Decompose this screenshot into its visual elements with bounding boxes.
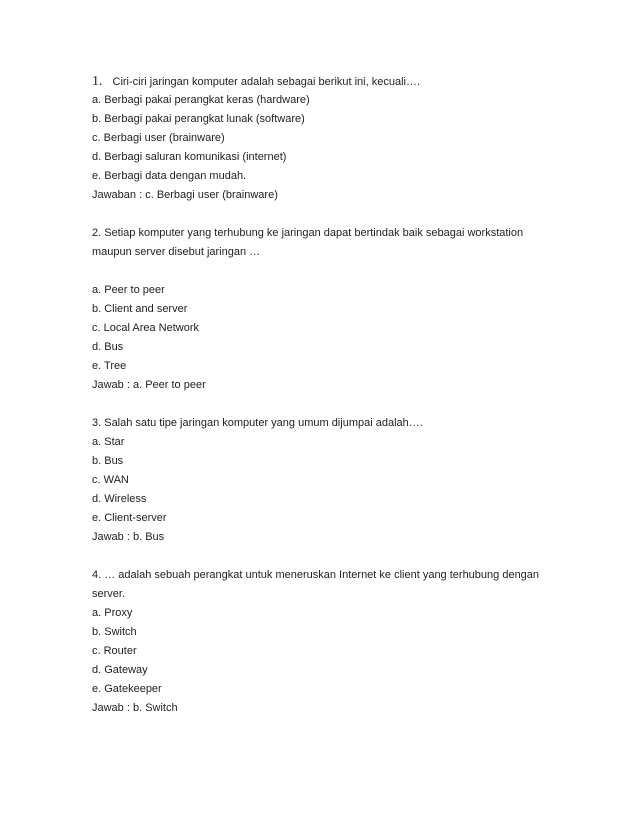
question-text: 4. … adalah sebuah perangkat untuk meneruskan Internet ke client yang terhubung dengan — [92, 569, 540, 581]
question-number: 1. — [92, 74, 103, 89]
answer: Jawab : b. Switch — [92, 702, 178, 714]
question-3 — [92, 414, 572, 547]
document-page — [92, 72, 572, 718]
option-e: e. Client-server — [92, 512, 167, 524]
option-e: e. Gatekeeper — [92, 683, 162, 695]
option-d: d. Bus — [92, 341, 124, 353]
question-2 — [92, 224, 572, 395]
question-text: maupun server disebut jaringan … — [92, 246, 261, 258]
spacer — [92, 262, 572, 281]
option-b: b. Client and server — [92, 303, 188, 315]
option-d: d. Wireless — [92, 493, 147, 505]
option-c: c. WAN — [92, 474, 129, 486]
question-stem — [92, 72, 572, 91]
option-a: a. Peer to peer — [92, 284, 165, 296]
option-a: a. Star — [92, 436, 125, 448]
question-4 — [92, 566, 572, 718]
question-1 — [92, 72, 572, 205]
answer: Jawab : b. Bus — [92, 531, 165, 543]
option-e: e. Berbagi data dengan mudah. — [92, 170, 247, 182]
option-d: d. Gateway — [92, 664, 148, 676]
question-text: 2. Setiap komputer yang terhubung ke jaringan dapat bertindak baik sebagai workstation — [92, 227, 524, 239]
option-b: b. Switch — [92, 626, 137, 638]
question-text: Ciri-ciri jaringan komputer adalah sebagai berikut ini, kecuali…. — [112, 76, 421, 88]
option-c: c. Berbagi user (brainware) — [92, 132, 225, 144]
option-c: c. Local Area Network — [92, 322, 199, 334]
answer: Jawaban : c. Berbagi user (brainware) — [92, 189, 278, 201]
question-text: 3. Salah satu tipe jaringan komputer yang umum dijumpai adalah…. — [92, 417, 423, 429]
option-e: e. Tree — [92, 360, 127, 372]
question-text: server. — [92, 588, 126, 600]
option-a: a. Proxy — [92, 607, 133, 619]
option-b: b. Berbagi pakai perangkat lunak (software) — [92, 113, 305, 125]
option-c: c. Router — [92, 645, 137, 657]
option-d: d. Berbagi saluran komunikasi (internet) — [92, 151, 287, 163]
answer: Jawab : a. Peer to peer — [92, 379, 206, 391]
option-b: b. Bus — [92, 455, 124, 467]
option-a: a. Berbagi pakai perangkat keras (hardware) — [92, 94, 310, 106]
